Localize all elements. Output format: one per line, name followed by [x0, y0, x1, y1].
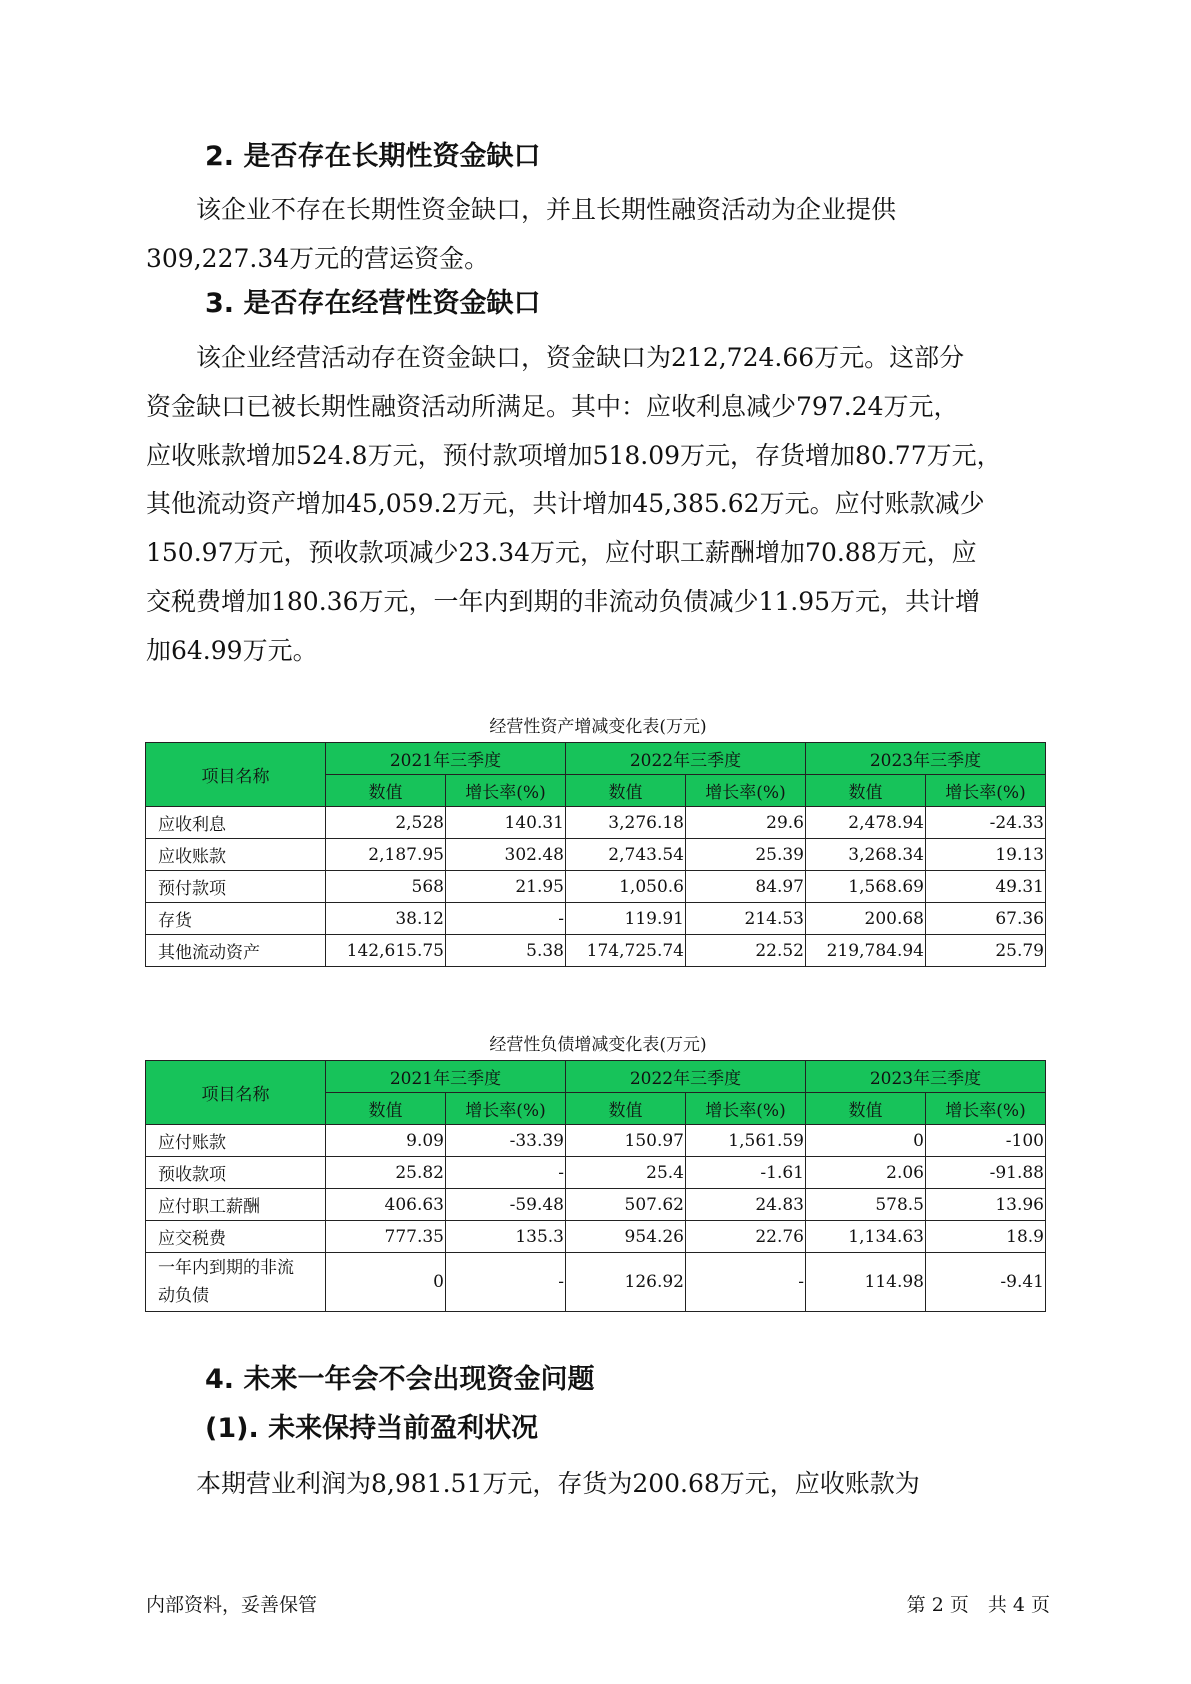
- table-row: [146, 1157, 1046, 1189]
- row-name-cell: 应收账款: [146, 839, 326, 871]
- value-cell: 119.91: [566, 903, 686, 935]
- section-4-paragraph: [146, 1460, 1046, 1509]
- growth-cell: 24.83: [686, 1189, 806, 1221]
- value-cell: 2,187.95: [326, 839, 446, 871]
- paragraph-line: 资金缺口已被长期性融资活动所满足。其中：应收利息减少797.24万元，: [146, 391, 959, 421]
- growth-cell: -: [446, 903, 566, 935]
- value-cell: 568: [326, 871, 446, 903]
- growth-cell: 49.31: [926, 871, 1046, 903]
- growth-cell: -91.88: [926, 1157, 1046, 1189]
- value-cell: 9.09: [326, 1125, 446, 1157]
- row-name-cell: 应付账款: [146, 1125, 326, 1157]
- growth-cell: 22.76: [686, 1221, 806, 1253]
- growth-cell: -59.48: [446, 1189, 566, 1221]
- paragraph-line: 该企业不存在长期性资金缺口，并且长期性融资活动为企业提供: [146, 195, 897, 224]
- paragraph-line: 该企业经营活动存在资金缺口，资金缺口为212,724.66万元。这部分: [146, 343, 965, 372]
- growth-cell: 5.38: [446, 935, 566, 967]
- table-row: [146, 903, 1046, 935]
- row-name-cell: 预收款项: [146, 1157, 326, 1189]
- growth-cell: 67.36: [926, 903, 1046, 935]
- paragraph-line: 加64.99万元。: [146, 635, 318, 665]
- growth-cell: 135.3: [446, 1221, 566, 1253]
- footer-left: 内部资料，妥善保管: [146, 1594, 318, 1616]
- table-row: [146, 935, 1046, 967]
- assets-table-caption: 经营性资产增减变化表(万元): [489, 717, 707, 737]
- value-cell: 126.92: [566, 1253, 686, 1312]
- paragraph-line: 其他流动资产增加45,059.2万元，共计增加45,385.62万元。应付账款减少: [146, 489, 985, 519]
- assets-table-body: [146, 807, 1046, 967]
- row-name-cell: 应交税费: [146, 1221, 326, 1253]
- growth-cell: 29.6: [686, 807, 806, 839]
- row-name-cell: 存货: [146, 903, 326, 935]
- value-cell: 174,725.74: [566, 935, 686, 967]
- growth-cell: 18.9: [926, 1221, 1046, 1253]
- table-row: [146, 839, 1046, 871]
- value-cell: 200.68: [806, 903, 926, 935]
- value-cell: 1,134.63: [806, 1221, 926, 1253]
- growth-subheader: 增长率(%): [686, 1093, 806, 1125]
- value-cell: 777.35: [326, 1221, 446, 1253]
- value-cell: 150.97: [566, 1125, 686, 1157]
- value-subheader: 数值: [326, 1093, 446, 1125]
- section-2-heading: 2. 是否存在长期性资金缺口: [205, 141, 541, 172]
- table-row: [146, 807, 1046, 839]
- value-cell: 406.63: [326, 1189, 446, 1221]
- growth-subheader: 增长率(%): [926, 1093, 1046, 1125]
- table-row: [146, 1221, 1046, 1253]
- liabilities-table-caption: 经营性负债增减变化表(万元): [489, 1035, 707, 1055]
- period-header: 2023年三季度: [806, 1061, 1046, 1093]
- growth-cell: 25.79: [926, 935, 1046, 967]
- growth-cell: -9.41: [926, 1253, 1046, 1312]
- growth-cell: -: [446, 1253, 566, 1312]
- period-header: 2021年三季度: [326, 743, 566, 775]
- value-subheader: 数值: [806, 1093, 926, 1125]
- growth-cell: -1.61: [686, 1157, 806, 1189]
- growth-subheader: 增长率(%): [446, 1093, 566, 1125]
- value-cell: 2,478.94: [806, 807, 926, 839]
- growth-cell: 214.53: [686, 903, 806, 935]
- growth-cell: 21.95: [446, 871, 566, 903]
- table-row: [146, 871, 1046, 903]
- row-name-cell: 预付款项: [146, 871, 326, 903]
- growth-cell: -: [686, 1253, 806, 1312]
- section-4-heading: 4. 未来一年会不会出现资金问题: [205, 1364, 595, 1395]
- section-4-subheading: (1). 未来保持当前盈利状况: [205, 1413, 539, 1444]
- value-cell: 578.5: [806, 1189, 926, 1221]
- paragraph-line: 应收账款增加524.8万元，预付款项增加518.09万元，存货增加80.77万元，: [146, 440, 1002, 470]
- growth-cell: 140.31: [446, 807, 566, 839]
- value-cell: 2.06: [806, 1157, 926, 1189]
- growth-cell: 19.13: [926, 839, 1046, 871]
- value-cell: 1,568.69: [806, 871, 926, 903]
- name-column-header: 项目名称: [146, 743, 326, 807]
- growth-cell: 13.96: [926, 1189, 1046, 1221]
- value-cell: 3,268.34: [806, 839, 926, 871]
- growth-subheader: 增长率(%): [926, 775, 1046, 807]
- section-3-heading: 3. 是否存在经营性资金缺口: [205, 288, 541, 319]
- paragraph-line: 309,227.34万元的营运资金。: [146, 243, 490, 273]
- paragraph-line: 交税费增加180.36万元，一年内到期的非流动负债减少11.95万元，共计增: [146, 586, 981, 616]
- period-header: 2023年三季度: [806, 743, 1046, 775]
- value-cell: 25.82: [326, 1157, 446, 1189]
- value-subheader: 数值: [566, 775, 686, 807]
- value-cell: 2,528: [326, 807, 446, 839]
- period-header: 2021年三季度: [326, 1061, 566, 1093]
- paragraph-line: 150.97万元，预收款项减少23.34万元，应付职工薪酬增加70.88万元，应: [146, 538, 977, 568]
- value-cell: 219,784.94: [806, 935, 926, 967]
- growth-subheader: 增长率(%): [446, 775, 566, 807]
- section-3-paragraph: [146, 334, 1046, 676]
- liabilities-table-body: [146, 1125, 1046, 1312]
- table-row: [146, 1125, 1046, 1157]
- value-subheader: 数值: [806, 775, 926, 807]
- growth-cell: 22.52: [686, 935, 806, 967]
- table-row: [146, 1189, 1046, 1221]
- footer-page-number: 第 2 页 共 4 页: [906, 1594, 1050, 1616]
- growth-cell: 84.97: [686, 871, 806, 903]
- liabilities-table: [145, 1060, 1046, 1312]
- value-cell: 3,276.18: [566, 807, 686, 839]
- growth-cell: 302.48: [446, 839, 566, 871]
- row-name-line: 一年内到期的非流: [158, 1258, 294, 1278]
- value-cell: 0: [806, 1125, 926, 1157]
- growth-cell: -100: [926, 1125, 1046, 1157]
- row-name-line: 动负债: [158, 1286, 209, 1306]
- row-name-cell: 应付职工薪酬: [146, 1189, 326, 1221]
- section-2-paragraph: [146, 186, 1046, 284]
- value-cell: 1,050.6: [566, 871, 686, 903]
- name-column-header: 项目名称: [146, 1061, 326, 1125]
- value-subheader: 数值: [326, 775, 446, 807]
- period-header: 2022年三季度: [566, 743, 806, 775]
- value-cell: 507.62: [566, 1189, 686, 1221]
- row-name-cell: [146, 1253, 326, 1312]
- growth-subheader: 增长率(%): [686, 775, 806, 807]
- table-row: [146, 1253, 1046, 1312]
- growth-cell: 25.39: [686, 839, 806, 871]
- growth-cell: 1,561.59: [686, 1125, 806, 1157]
- row-name-cell: 其他流动资产: [146, 935, 326, 967]
- growth-cell: -33.39: [446, 1125, 566, 1157]
- growth-cell: -24.33: [926, 807, 1046, 839]
- value-cell: 142,615.75: [326, 935, 446, 967]
- value-cell: 114.98: [806, 1253, 926, 1312]
- growth-cell: -: [446, 1157, 566, 1189]
- paragraph-line: 本期营业利润为8,981.51万元，存货为200.68万元，应收账款为: [146, 1469, 920, 1498]
- assets-table: [145, 742, 1046, 967]
- value-cell: 0: [326, 1253, 446, 1312]
- value-cell: 2,743.54: [566, 839, 686, 871]
- period-header: 2022年三季度: [566, 1061, 806, 1093]
- value-subheader: 数值: [566, 1093, 686, 1125]
- row-name-cell: 应收利息: [146, 807, 326, 839]
- value-cell: 954.26: [566, 1221, 686, 1253]
- value-cell: 25.4: [566, 1157, 686, 1189]
- value-cell: 38.12: [326, 903, 446, 935]
